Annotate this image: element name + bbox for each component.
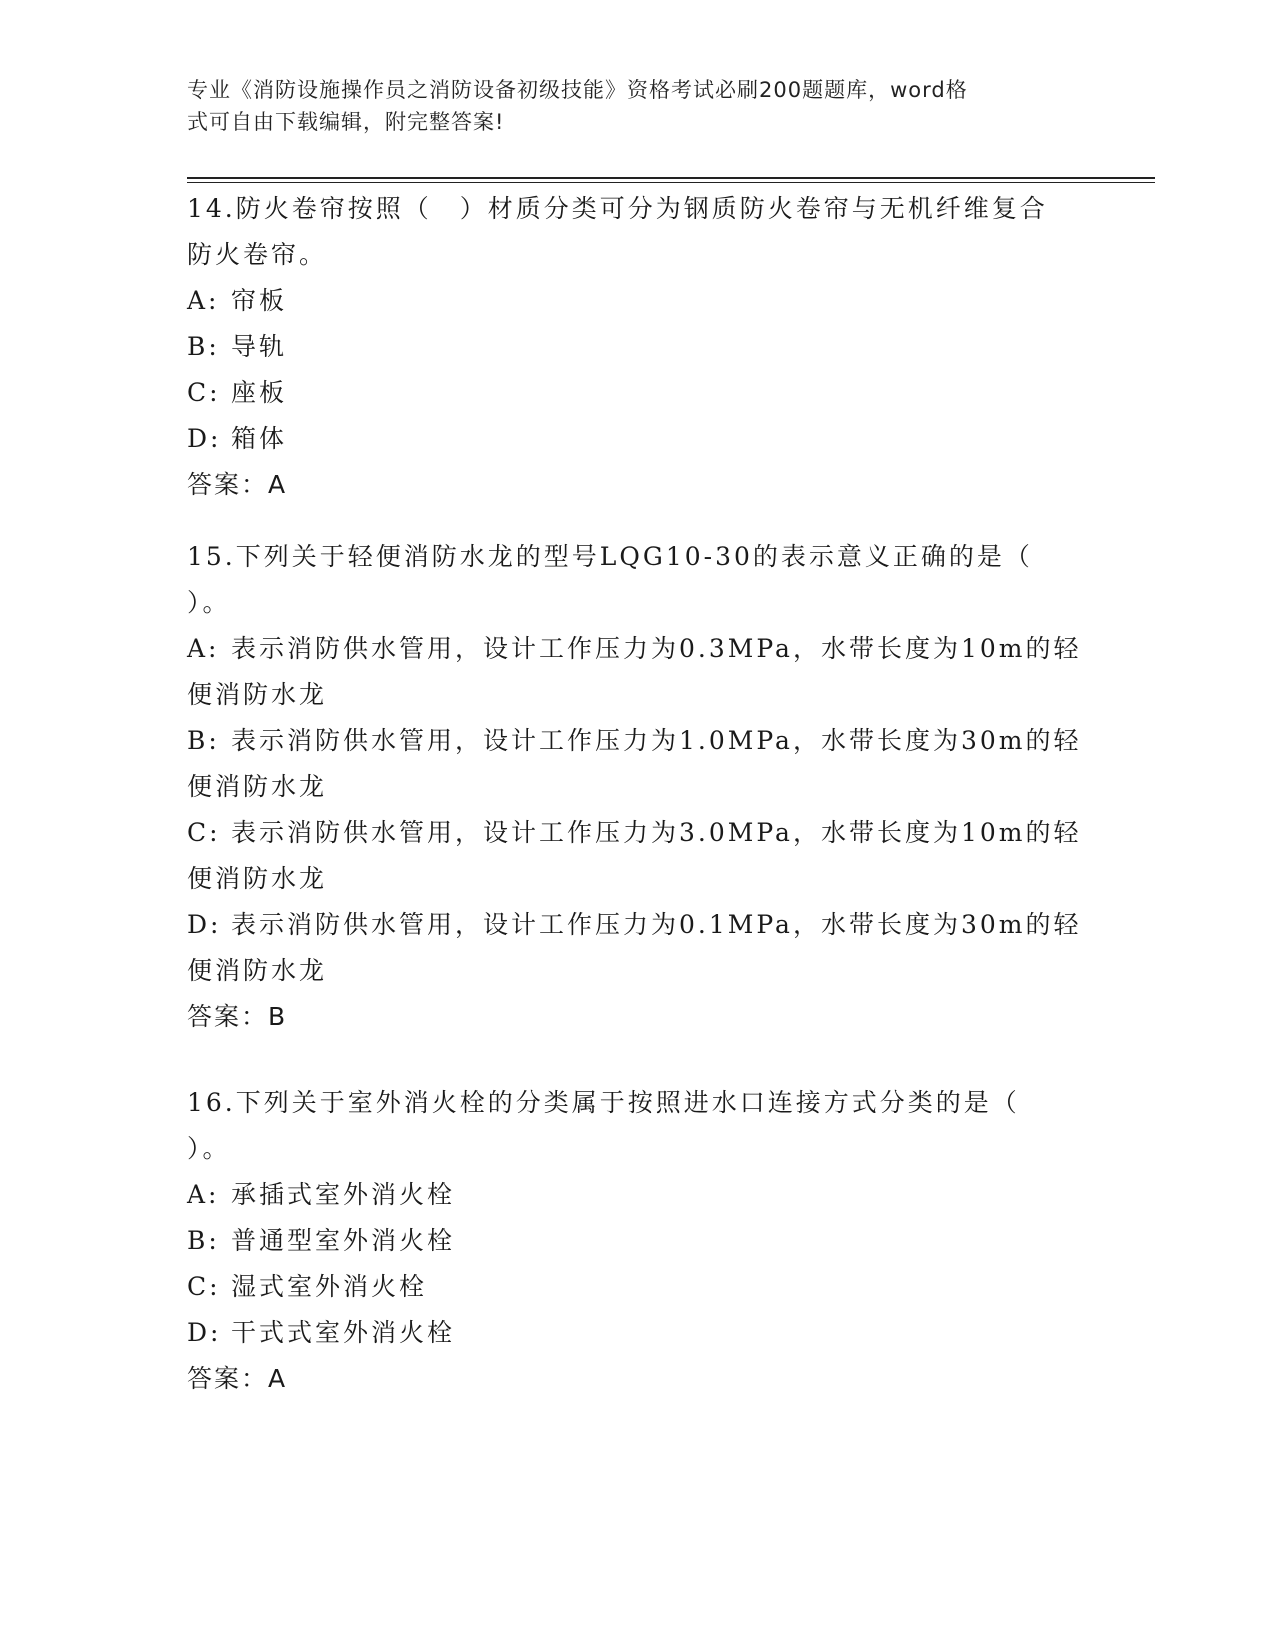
header-divider-thick — [187, 177, 1155, 179]
option-a: A: 表示消防供水管用，设计工作压力为0.3MPa，水带长度为10m的轻 — [187, 634, 1082, 663]
option-b: B: 普通型室外消火栓 — [187, 1226, 456, 1255]
answer-line: 答案：B — [187, 1002, 288, 1031]
option-b-cont: 便消防水龙 — [187, 772, 328, 801]
option-a: A: 帘板 — [187, 286, 288, 315]
option-d: D: 表示消防供水管用，设计工作压力为0.1MPa，水带长度为30m的轻 — [187, 910, 1082, 939]
option-c-cont: 便消防水龙 — [187, 864, 328, 893]
option-d: D: 箱体 — [187, 424, 288, 453]
question-stem-line: 15.下列关于轻便消防水龙的型号LQG10-30的表示意义正确的是（ — [187, 542, 1033, 571]
question-15 — [187, 534, 1087, 1040]
question-stem-line: 16.下列关于室外消火栓的分类属于按照进水口连接方式分类的是（ — [187, 1088, 1020, 1117]
question-stem-line: ）。 — [187, 1134, 231, 1163]
option-d: D: 干式式室外消火栓 — [187, 1318, 456, 1347]
option-a: A: 承插式室外消火栓 — [187, 1180, 456, 1209]
option-d-cont: 便消防水龙 — [187, 956, 328, 985]
answer-line: 答案：A — [187, 1364, 288, 1393]
question-14 — [187, 186, 1087, 508]
question-stem-line: ）。 — [187, 588, 231, 617]
answer-line: 答案：A — [187, 470, 288, 499]
header-divider-thin — [187, 182, 1155, 183]
document-header — [187, 74, 1067, 138]
header-line-1: 专业《消防设施操作员之消防设备初级技能》资格考试必刷200题题库，word格 — [187, 78, 968, 102]
option-c: C: 座板 — [187, 378, 288, 407]
option-c: C: 表示消防供水管用，设计工作压力为3.0MPa，水带长度为10m的轻 — [187, 818, 1082, 847]
question-stem-line: 防火卷帘。 — [187, 240, 328, 269]
option-c: C: 湿式室外消火栓 — [187, 1272, 428, 1301]
option-a-cont: 便消防水龙 — [187, 680, 328, 709]
question-16 — [187, 1080, 1087, 1402]
option-b: B: 表示消防供水管用，设计工作压力为1.0MPa，水带长度为30m的轻 — [187, 726, 1082, 755]
header-line-2: 式可自由下载编辑，附完整答案! — [187, 110, 505, 134]
option-b: B: 导轨 — [187, 332, 288, 361]
question-stem-line: 14.防火卷帘按照（ ）材质分类可分为钢质防火卷帘与无机纤维复合 — [187, 194, 1048, 223]
